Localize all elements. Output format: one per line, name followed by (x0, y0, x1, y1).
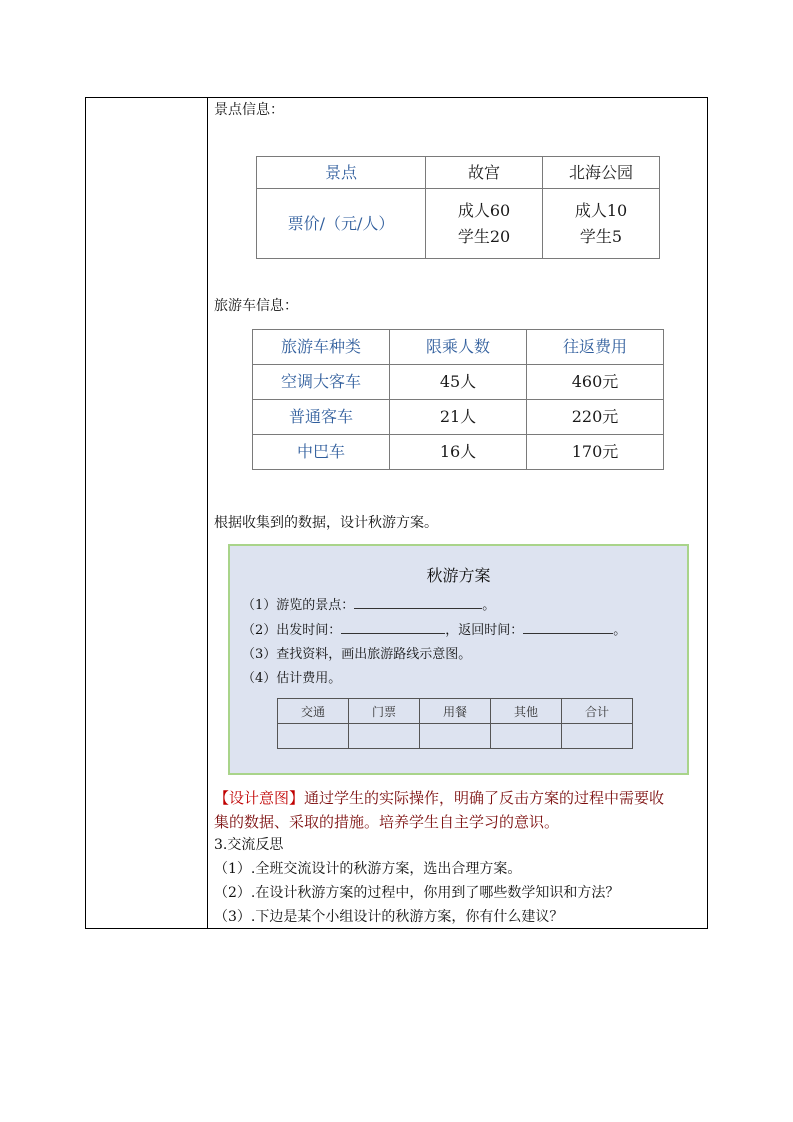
table-cell: 合计 (562, 699, 633, 724)
cell-line: 学生5 (579, 226, 623, 246)
table-cell: 景点 (257, 157, 426, 189)
cost-input-cell[interactable] (562, 724, 633, 749)
cost-input-cell[interactable] (278, 724, 349, 749)
table-cell: 旅游车种类 (253, 330, 390, 365)
table-row (253, 435, 664, 470)
table-cell: 交通 (278, 699, 349, 724)
table-row (257, 157, 660, 189)
cost-input-cell[interactable] (349, 724, 420, 749)
table-row (278, 699, 633, 724)
plan-item-1 (242, 596, 495, 615)
column-divider (207, 98, 208, 928)
table-row (278, 724, 633, 749)
table-cell: 220元 (527, 400, 664, 435)
autumn-trip-plan-box (228, 544, 689, 775)
cost-estimate-table (277, 698, 633, 749)
table-cell: 北海公园 (543, 157, 660, 189)
table-cell: 票价/（元/人） (257, 189, 426, 259)
cost-input-cell[interactable] (491, 724, 562, 749)
reflection-question-3: （3）.下边是某个小组设计的秋游方案，你有什么建议？ (214, 909, 564, 925)
table-row (257, 189, 660, 259)
spot-answer-blank[interactable] (354, 596, 482, 609)
table-cell: 普通客车 (253, 400, 390, 435)
table-cell: 其他 (491, 699, 562, 724)
bus-info-label: 旅游车信息： (214, 298, 298, 314)
cell-line: 成人10 (574, 200, 628, 220)
cell-line: 成人60 (457, 200, 511, 220)
table-cell (543, 189, 660, 259)
table-cell: 460元 (527, 365, 664, 400)
plan-item-4: （4）估计费用。 (242, 671, 342, 686)
plan-item-text: （2）出发时间： (242, 623, 342, 638)
reflection-heading: 3.交流反思 (214, 837, 284, 853)
cell-line: 学生20 (457, 226, 511, 246)
cost-input-cell[interactable] (420, 724, 491, 749)
table-cell: 限乘人数 (390, 330, 527, 365)
table-cell: 170元 (527, 435, 664, 470)
table-cell: 空调大客车 (253, 365, 390, 400)
table-row (253, 400, 664, 435)
plan-title: 秋游方案 (426, 566, 491, 585)
table-cell: 21人 (390, 400, 527, 435)
plan-item-text: （1）游览的景点： (242, 598, 355, 613)
table-cell: 45人 (390, 365, 527, 400)
design-intent-text: 通过学生的实际操作，明确了反击方案的过程中需要收 (304, 789, 665, 807)
plan-item-text: 。 (482, 598, 496, 613)
table-cell: 故宫 (426, 157, 543, 189)
plan-item-text: 。 (613, 623, 627, 638)
table-cell: 往返费用 (527, 330, 664, 365)
bus-table (252, 329, 664, 470)
table-row (253, 330, 664, 365)
spot-info-label: 景点信息： (214, 102, 284, 118)
spot-ticket-table (256, 156, 660, 259)
design-intent-tag: 【设计意图】 (214, 789, 305, 807)
departure-time-blank[interactable] (341, 621, 445, 634)
table-cell: 门票 (349, 699, 420, 724)
return-time-blank[interactable] (523, 621, 613, 634)
plan-item-2 (242, 621, 626, 640)
table-cell (426, 189, 543, 259)
reflection-question-1: （1）.全班交流设计的秋游方案，选出合理方案。 (214, 861, 522, 877)
reflection-question-2: （2）.在设计秋游方案的过程中，你用到了哪些数学知识和方法？ (214, 885, 620, 901)
table-row (253, 365, 664, 400)
design-intent-line-1 (214, 788, 664, 808)
instruction-text: 根据收集到的数据，设计秋游方案。 (214, 515, 438, 531)
table-cell: 中巴车 (253, 435, 390, 470)
table-cell: 16人 (390, 435, 527, 470)
design-intent-line-2: 集的数据、采取的措施。培养学生自主学习的意识。 (214, 813, 560, 831)
table-cell: 用餐 (420, 699, 491, 724)
plan-item-text: ，返回时间： (445, 623, 524, 638)
plan-item-3: （3）查找资料，画出旅游路线示意图。 (242, 647, 472, 662)
